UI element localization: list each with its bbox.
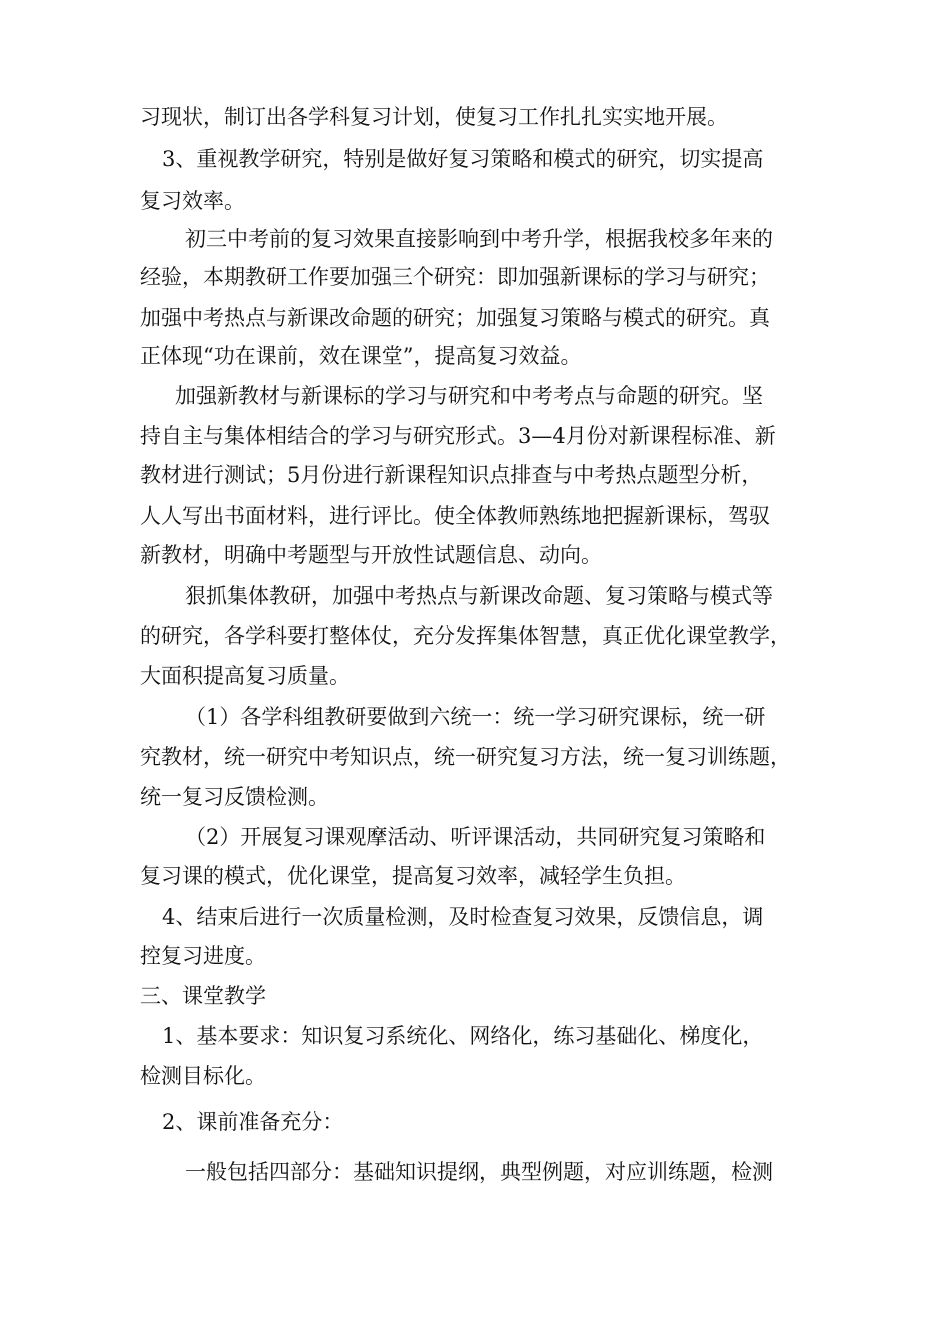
text-line: 新教材，明确中考题型与开放性试题信息、动向。	[140, 543, 602, 567]
text-line: 人人写出书面材料，进行评比。使全体教师熟练地把握新课标，驾驭	[140, 504, 770, 528]
text-line: 一般包括四部分：基础知识提纲，典型例题，对应训练题，检测	[185, 1160, 773, 1184]
text-line: 的研究，各学科要打整体仗，充分发挥集体智慧，真正优化课堂教学，	[140, 624, 791, 648]
section-heading: 三、课堂教学	[140, 984, 266, 1008]
text-line: 习现状，制订出各学科复习计划，使复习工作扎扎实实地开展。	[140, 105, 728, 129]
text-line: 复习效率。	[140, 189, 245, 213]
text-line: 2、课前准备充分：	[162, 1110, 344, 1134]
text-line: 检测目标化。	[140, 1064, 266, 1088]
text-line: 1、基本要求：知识复习系统化、网络化，练习基础化、梯度化，	[162, 1024, 764, 1048]
text-line: 究教材，统一研究中考知识点，统一研究复习方法，统一复习训练题，	[140, 745, 791, 769]
text-line: 初三中考前的复习效果直接影响到中考升学，根据我校多年来的	[185, 227, 773, 251]
text-line: 复习课的模式，优化课堂，提高复习效率，减轻学生负担。	[140, 864, 686, 888]
text-line: 持自主与集体相结合的学习与研究形式。3—4月份对新课程标准、新	[140, 424, 776, 448]
text-line: 4、结束后进行一次质量检测，及时检查复习效果，反馈信息，调	[162, 905, 764, 929]
text-line: 大面积提高复习质量。	[140, 664, 350, 688]
text-line: 教材进行测试；5月份进行新课程知识点排查与中考热点题型分析，	[140, 463, 763, 487]
text-line: 控复习进度。	[140, 944, 266, 968]
text-line: 经验，本期教研工作要加强三个研究：即加强新课标的学习与研究；	[140, 265, 770, 289]
text-line: 统一复习反馈检测。	[140, 785, 329, 809]
text-line: 狠抓集体教研，加强中考热点与新课改命题、复习策略与模式等	[185, 584, 773, 608]
text-line: （2）开展复习课观摩活动、听评课活动，共同研究复习策略和	[185, 825, 766, 849]
text-line: 加强中考热点与新课改命题的研究；加强复习策略与模式的研究。真	[140, 306, 770, 330]
text-line: 3、重视教学研究，特别是做好复习策略和模式的研究，切实提高	[162, 147, 764, 171]
text-line: 加强新教材与新课标的学习与研究和中考考点与命题的研究。坚	[175, 384, 763, 408]
text-line: （1）各学科组教研要做到六统一：统一学习研究课标，统一研	[185, 705, 766, 729]
text-line: 正体现“功在课前，效在课堂”，提高复习效益。	[140, 344, 582, 368]
